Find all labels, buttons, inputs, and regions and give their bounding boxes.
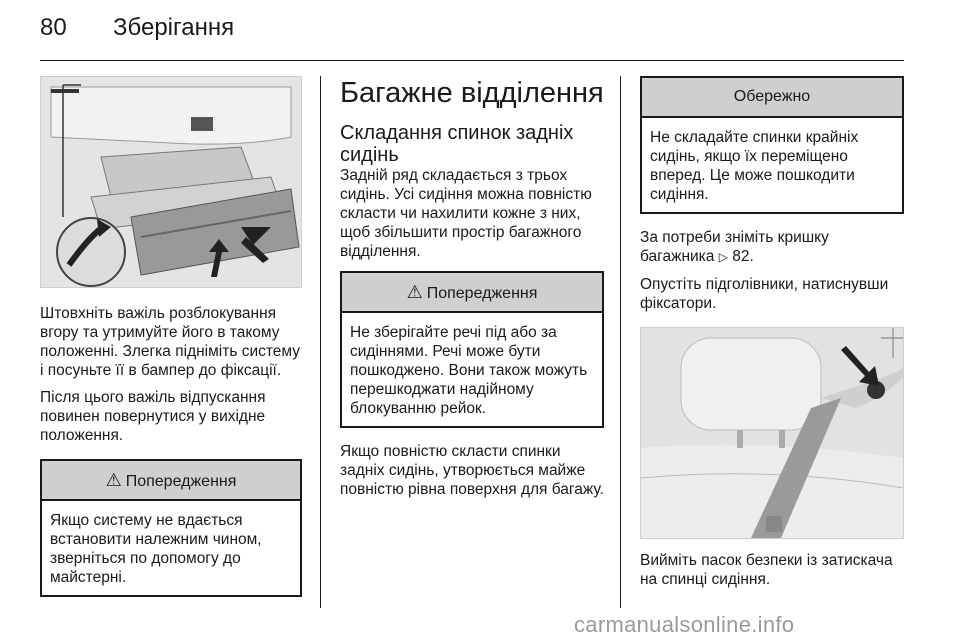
warning-header bbox=[342, 273, 602, 313]
column-divider-left bbox=[320, 76, 321, 608]
middle-column bbox=[340, 76, 604, 499]
caution-box bbox=[640, 76, 904, 214]
warning-box bbox=[340, 271, 604, 428]
caution-text: Не складайте спинки крайніх сидінь, якщо їх переміщено вперед. Це може пошкодити сидіння. bbox=[650, 129, 859, 203]
column-divider-right bbox=[620, 76, 621, 608]
subsection-title: Складання спинок задніх сидінь bbox=[340, 122, 574, 166]
rear-seat-headrest-illustration bbox=[640, 327, 904, 539]
warning-header bbox=[42, 461, 300, 501]
caution-title: Обережно bbox=[733, 88, 811, 105]
body-paragraph: Опустіть підголівники, натиснувши фіксатори. bbox=[640, 276, 889, 312]
instruction-paragraph: Штовхніть важіль розблокування вгору та утримуйте його в такому положенні. Злегка підніміть систему і посуньте її в бампер до фіксації. bbox=[40, 305, 300, 379]
warning-triangle-icon: ⚠ bbox=[105, 470, 122, 490]
warning-text: Не зберігайте речі під або за сидіннями. Речі може бути пошкоджено. Вони також можуть перешкоджати надійному блокуванню рейок. bbox=[350, 324, 588, 417]
caution-header bbox=[642, 78, 902, 118]
body-paragraph: Задній ряд складається з трьох сидінь. Усі сидіння можна повністю скласти чи нахилити кожне з них, щоб збільшити простір багажного відділення. bbox=[340, 167, 592, 260]
left-column bbox=[40, 76, 302, 597]
section-title: Багажне відділення bbox=[340, 77, 604, 109]
page-reference-arrow-icon: ▷ bbox=[718, 250, 728, 264]
right-column bbox=[622, 76, 904, 589]
body-text: За потреби зніміть кришку багажника bbox=[640, 229, 829, 265]
header-rule bbox=[40, 60, 904, 61]
body-paragraph: Якщо повністю скласти спинки задніх сидінь, утворюється майже повністю рівна поверхня для багажу. bbox=[340, 443, 604, 498]
body-paragraph: Вийміть пасок безпеки із затискача на спинці сидіння. bbox=[640, 552, 893, 588]
warning-title: Попередження bbox=[426, 285, 538, 302]
page-reference-link[interactable]: 82. bbox=[732, 248, 754, 265]
page-number: 80 bbox=[40, 14, 67, 41]
page-header-title: Зберігання bbox=[113, 14, 235, 41]
watermark-text: carmanualsonline.info bbox=[574, 612, 795, 637]
rear-bumper-storage-illustration bbox=[40, 76, 302, 288]
warning-text: Якщо систему не вдається встановити належним чином, зверніться по допомогу до майстерні. bbox=[50, 512, 262, 586]
warning-title: Попередження bbox=[125, 473, 237, 490]
warning-triangle-icon: ⚠ bbox=[406, 282, 423, 302]
body-paragraph bbox=[640, 228, 904, 267]
instruction-paragraph: Після цього важіль відпускання повинен повернутися у вихідне положення. bbox=[40, 389, 266, 444]
warning-box bbox=[40, 459, 302, 597]
